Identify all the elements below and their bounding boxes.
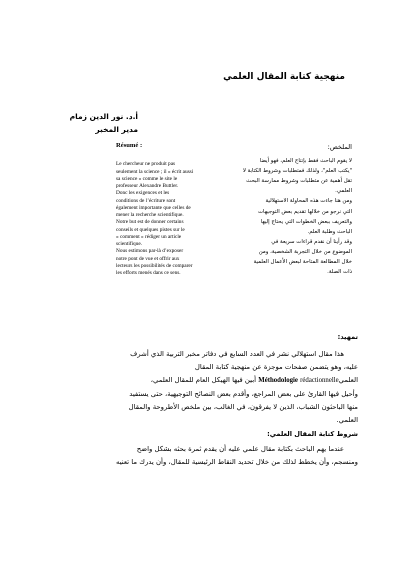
paragraph-line: ومنسجم، وأن يخطط لذلك من خلال تحديد النقاط الرئيسية للمقال، وأن يدرك ما تعنيه	[116, 458, 358, 467]
abstract-arabic-line: الموضوع من خلال التجربة الشخصية، ومن	[258, 248, 352, 255]
abstract-french-line: conditions de l’écriture sont	[116, 197, 176, 204]
abstract-arabic-line: خلال المطالعة المتاحة لبعض الأعمال العلمية	[253, 259, 352, 266]
abstract-arabic-line: وقد رأينا أن نقدم قراءات سريعة في	[271, 238, 352, 245]
abstract-arabic	[240, 142, 352, 277]
french-term: rédactionnelle	[300, 377, 339, 385]
abstract-french-line: « comment » rédiger un article	[116, 233, 182, 240]
abstract-arabic-line: ومن هنا جاءت هذه المحاولة الاستهلالية	[265, 198, 352, 205]
abstract-french-line: notre pont de vue et offrir aux	[116, 255, 180, 262]
abstract-french-line: sa science » comme le site le	[116, 175, 178, 182]
abstract-french-line: conseils et quelques pistes sur le	[116, 226, 185, 233]
author-role: مدير المخبر	[95, 125, 138, 134]
paragraph-line: منها الباحثون الشباب، الذين لا يفرقون، في الغالب، بين ملخص الأطروحة والمقال	[128, 402, 358, 411]
abstract-french-line: Nous estimons par-là d’exposer	[116, 248, 184, 255]
paragraph-line: عليه، وهو يتضمن صفحات موجزة عن منهجية كتابة المقال	[194, 363, 358, 372]
paragraph-line: وأحيل فيها القارئ على بعض المراجع، وأقدم بعض النصائح التوجيهية، حتى يستفيد	[129, 389, 358, 398]
abstract-arabic-line: ذات الصلة.	[327, 269, 352, 276]
author-name: أ.د. نور الدين زمام	[69, 112, 138, 121]
abstract-french	[116, 142, 234, 277]
abstract-french-line: seulement la science ; il « écrit aussi	[116, 168, 194, 175]
text-fragment: العلمي	[338, 376, 358, 385]
intro-paragraph	[42, 348, 358, 427]
french-term: Méthodologie	[258, 377, 298, 385]
paragraph-line: عندما يهم الباحث بكتابة مقال علمي عليه أن يقدم ثمرة بحثه بشكل واضح	[136, 445, 344, 453]
author-block	[70, 110, 138, 136]
abstract-arabic-heading: الملخص:	[327, 143, 352, 151]
abstract-french-line: les efforts menés dans ce sens.	[116, 270, 181, 276]
paragraph-line-mixed	[42, 374, 358, 387]
abstract-arabic-line: لا يقوم الباحث فقط بإنتاج العلم، فهو أيضا	[259, 158, 352, 165]
abstract-french-line: Le chercheur ne produit pas	[116, 161, 176, 168]
text-fragment: أبين فيها الهيكل العام للمقال العلمي،	[150, 376, 257, 385]
abstract-french-line: scientifique.	[116, 241, 143, 247]
abstract-arabic-line: الباحث وطلبة العلم.	[307, 228, 352, 235]
paragraph-line: العلمي.	[336, 416, 358, 425]
abstract-french-heading: Résumé :	[116, 142, 143, 149]
abstract-arabic-line: والتعريف ببعض الخطوات التي يحتاج إليها	[260, 218, 352, 225]
paragraph-line: هذا مقال استهلالي نشر في العدد السابع في دفاتر مخبر التربية الذي أشرف	[130, 350, 344, 358]
section-paragraph	[42, 443, 358, 469]
abstract-french-line: Notre but est de donner certains	[116, 219, 184, 226]
abstract-arabic-line: "يكتب العلم"، ولذلك فمتطلبات وشروط الكتابة لا	[242, 168, 352, 175]
page-title: منهجية كتابة المقال العلمي	[223, 72, 345, 82]
abstract-arabic-line: التي نرجو من خلالها تقديم بعض التوجيهات	[257, 208, 352, 215]
abstract-french-line: mener la recherche scientifique.	[116, 212, 184, 218]
intro-heading: تمهيد:	[337, 333, 358, 341]
abstract-arabic-line: العلمي.	[335, 188, 352, 195]
section-heading: شروط كتابة المقال العلمي:	[267, 430, 358, 438]
abstract-french-line: également importante que celles de	[116, 204, 191, 211]
abstract-french-line: professeur Alexandre Buttler.	[116, 183, 179, 189]
abstract-french-line: Donc les exigences et les	[116, 190, 170, 197]
abstract-arabic-line: تقل أهمية عن متطلبات وشروط ممارسة البحث	[246, 178, 352, 185]
abstract-french-line: lecteurs les possibilités de comparer	[116, 262, 193, 269]
